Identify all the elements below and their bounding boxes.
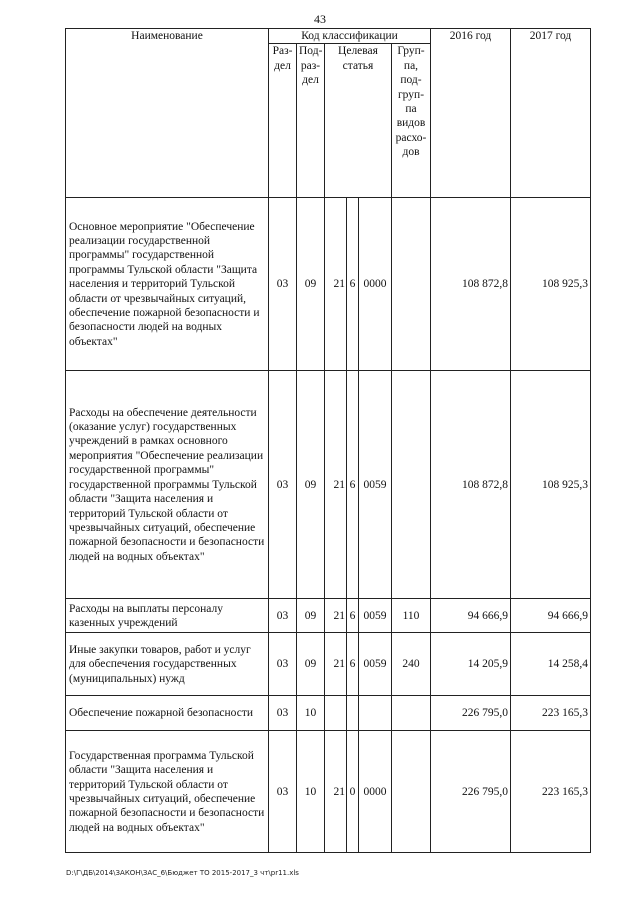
row-gruppa [392,696,431,731]
header-razdel: Раз-дел [269,44,297,198]
row-ts2: 6 [347,198,359,371]
header-name: Наименование [66,29,269,198]
row-2017: 94 666,9 [511,599,591,633]
row-ts2: 6 [347,599,359,633]
row-razdel: 03 [269,696,297,731]
row-2017: 108 925,3 [511,198,591,371]
table-row [66,599,591,633]
row-2016: 226 795,0 [431,696,511,731]
file-path-footer: D:\Г\ДБ\2014\ЗАКОН\ЗАС_6\Бюджет ТО 2015-2017_3 чт\pr11.xls [66,869,299,877]
table-row [66,731,591,853]
row-name: Государственная программа Тульской области "Защита населения и территорий Тульской области от чрезвычайных ситуаций, обеспечение пожарной безопасности и безопасности людей на водных объектах" [66,731,269,853]
row-razdel: 03 [269,371,297,599]
table-row [66,198,591,371]
row-name: Расходы на выплаты персоналу казенных учреждений [66,599,269,633]
page-number: 43 [314,12,326,26]
table-row [66,633,591,696]
row-gruppa [392,198,431,371]
row-ts1: 21 [325,633,347,696]
row-name: Иные закупки товаров, работ и услуг для обеспечения государственных (муниципальных) нужд [66,633,269,696]
row-ts2: 0 [347,731,359,853]
row-ts2: 6 [347,371,359,599]
row-ts3: 0000 [359,198,392,371]
row-2017: 223 165,3 [511,696,591,731]
header-code: Код классификации [269,29,431,44]
row-name: Обеспечение пожарной безопасности [66,696,269,731]
row-ts2 [347,696,359,731]
row-2017: 14 258,4 [511,633,591,696]
row-gruppa: 110 [392,599,431,633]
row-razdel: 03 [269,599,297,633]
row-2016: 94 666,9 [431,599,511,633]
row-2016: 108 872,8 [431,198,511,371]
row-ts1: 21 [325,371,347,599]
table-row [66,371,591,599]
row-ts3 [359,696,392,731]
header-tselevaya: Целевая статья [325,44,392,198]
row-podrazdel: 10 [297,696,325,731]
row-2017: 108 925,3 [511,371,591,599]
header-podrazdel: Под-раз-дел [297,44,325,198]
row-ts3: 0059 [359,599,392,633]
row-name: Расходы на обеспечение деятельности (оказание услуг) государственных учреждений в рамках основного мероприятия "Обеспечение реализации государственной программы" государственной программы Тульской области "Защита населения и территорий Тульской области от чрезвычайных ситуаций, обеспечение пожарной безопасности и безопасности людей на водных объектах" [66,371,269,599]
row-ts1 [325,696,347,731]
header-2017: 2017 год [511,29,591,198]
row-gruppa: 240 [392,633,431,696]
row-gruppa [392,371,431,599]
row-ts1: 21 [325,599,347,633]
row-ts3: 0000 [359,731,392,853]
row-podrazdel: 10 [297,731,325,853]
budget-table [65,28,591,853]
row-ts2: 6 [347,633,359,696]
row-razdel: 03 [269,731,297,853]
row-podrazdel: 09 [297,633,325,696]
row-name: Основное мероприятие "Обеспечение реализации государственной программы" государственной программы Тульской области "Защита населения и территорий Тульской области от чрезвычайных ситуаций, обеспечение пожарной безопасности и безопасности людей на водных объектах" [66,198,269,371]
row-razdel: 03 [269,633,297,696]
row-ts3: 0059 [359,371,392,599]
row-2016: 226 795,0 [431,731,511,853]
row-podrazdel: 09 [297,599,325,633]
header-2016: 2016 год [431,29,511,198]
row-2016: 108 872,8 [431,371,511,599]
row-podrazdel: 09 [297,198,325,371]
row-2017: 223 165,3 [511,731,591,853]
row-ts1: 21 [325,731,347,853]
row-podrazdel: 09 [297,371,325,599]
table-row [66,696,591,731]
row-2016: 14 205,9 [431,633,511,696]
row-ts1: 21 [325,198,347,371]
row-gruppa [392,731,431,853]
row-razdel: 03 [269,198,297,371]
row-ts3: 0059 [359,633,392,696]
header-gruppa: Груп-па, под-груп-па видов расхо-дов [392,44,431,198]
